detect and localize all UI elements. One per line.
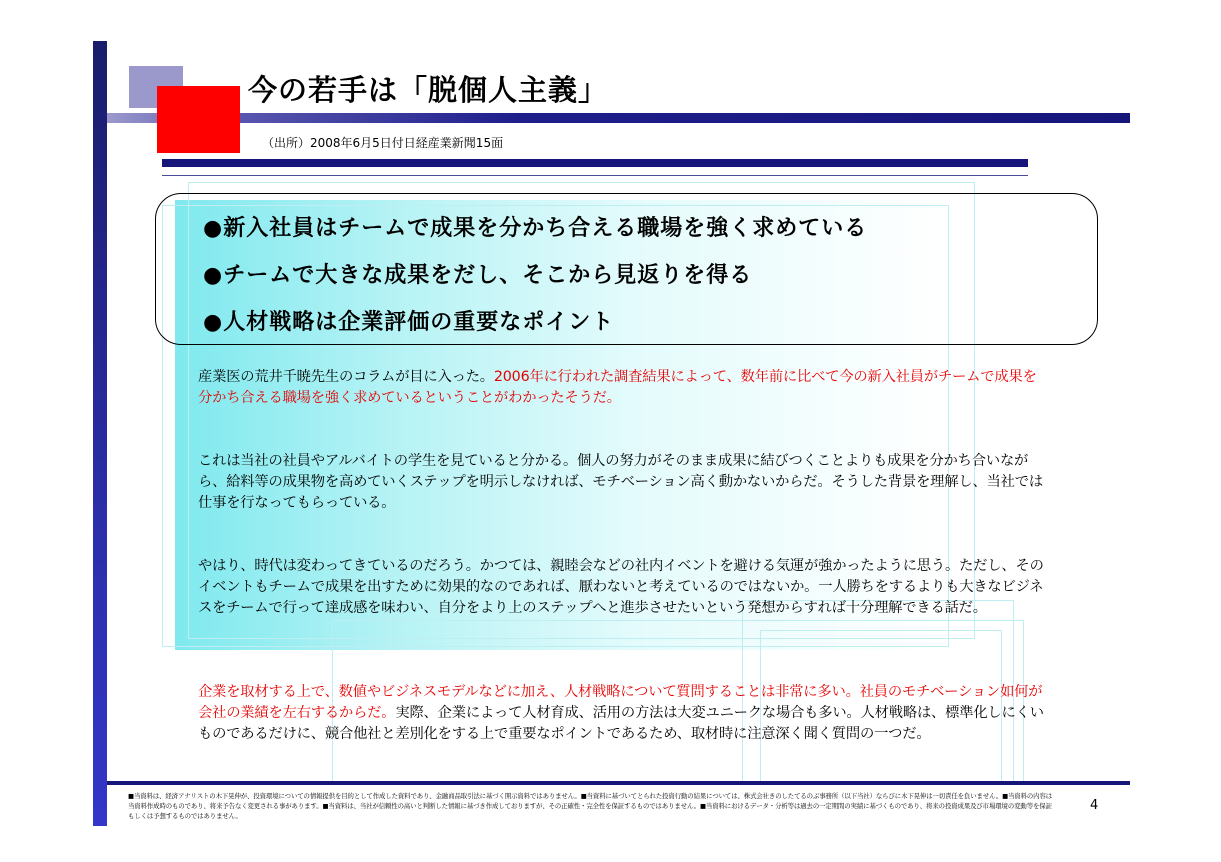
section-line bbox=[162, 175, 1028, 176]
paragraph-1 bbox=[198, 367, 1048, 409]
source-citation: （出所）2008年6月5日付日経産業新聞15面 bbox=[262, 136, 504, 150]
key-point: ●新入社員はチームで成果を分かち合える職場を強く求めている bbox=[203, 216, 868, 241]
footer-bar bbox=[107, 781, 1130, 785]
paragraph-4-highlight: 企業を取材する上で、数値やビジネスモデルなどに加え、人材戦略について質問することは非常に多い。社員のモチベーション如何が会社の業績を左右するからだ。 bbox=[198, 684, 1043, 721]
paragraph-3: やはり、時代は変わってきているのだろう。かつては、親睦会などの社内イベントを避ける気運が強かったように思う。ただし、そのイベントもチームで成果を出すために効果的なのであれば、厭わないと考えているのではないか。一人勝ちをするよりも大きなビジネスをチームで行って達成感を味わい、自分をより上のステップへと進歩させたいという発想からすれば十分理解できる話だ。 bbox=[198, 558, 1044, 616]
section-bar bbox=[162, 159, 1028, 167]
paragraph-1-highlight: 2006年に行われた調査結果によって、数年前に比べて今の新入社員がチームで成果を分かち合える職場を強く求めているということがわかったそうだ。 bbox=[198, 369, 1037, 406]
paragraph-4 bbox=[198, 682, 1048, 745]
title-underline-bar bbox=[107, 113, 1130, 123]
title-square-red bbox=[157, 86, 240, 153]
page-number: 4 bbox=[1090, 798, 1099, 813]
paragraph-4-normal: 実際、企業によって人材育成、活用の方法は大変ユニークな場合も多い。人材戦略は、標準化しにくいものであるだけに、競合他社と差別化をする上で重要なポイントであるため、取材時に注意深く聞く質問の一つだ。 bbox=[198, 705, 1044, 742]
key-point: ●人材戦略は企業評価の重要なポイント bbox=[203, 310, 615, 335]
slide-title: 今の若手は「脱個人主義」 bbox=[248, 73, 609, 107]
key-point: ●チームで大きな成果をだし、そこから見返りを得る bbox=[203, 263, 753, 288]
disclaimer-text: ■当資料は、経済アナリストの木下晃伸が、投資環境についての情報提供を目的として作成した資料であり、金融商品取引法に基づく開示資料ではありません。■当資料に基づいてとられた投資行動の結果については、株式会社きのしたてるのぶ事務所（以下当社）ならびに木下晃伸は一切責任を負いません。■当資料の内容は当資料作成時のものであり、将来予告なく変更される事があります。■当資料は、当社が信頼性の高いと判断した情報に基づき作成しておりますが、その正確性・完全性を保証するものではありません。■当資料におけるデータ・分析等は過去の一定期間の実績に基づくものであり、将来の投資成果及び市場環境の変動等を保証もしくは予想するものではありません。 bbox=[128, 792, 1053, 820]
left-accent-bar bbox=[93, 41, 107, 826]
paragraph-1-normal: 産業医の荒井千暁先生のコラムが目に入った。 bbox=[198, 369, 494, 385]
paragraph-2: これは当社の社員やアルバイトの学生を見ていると分かる。個人の努力がそのまま成果に結びつくことよりも成果を分かち合いながら、給料等の成果物を高めていくステップを明示しなければ、モチベーション高く動かないからだ。そうした背景を理解し、当社では仕事を行なってもらっている。 bbox=[198, 453, 1043, 511]
